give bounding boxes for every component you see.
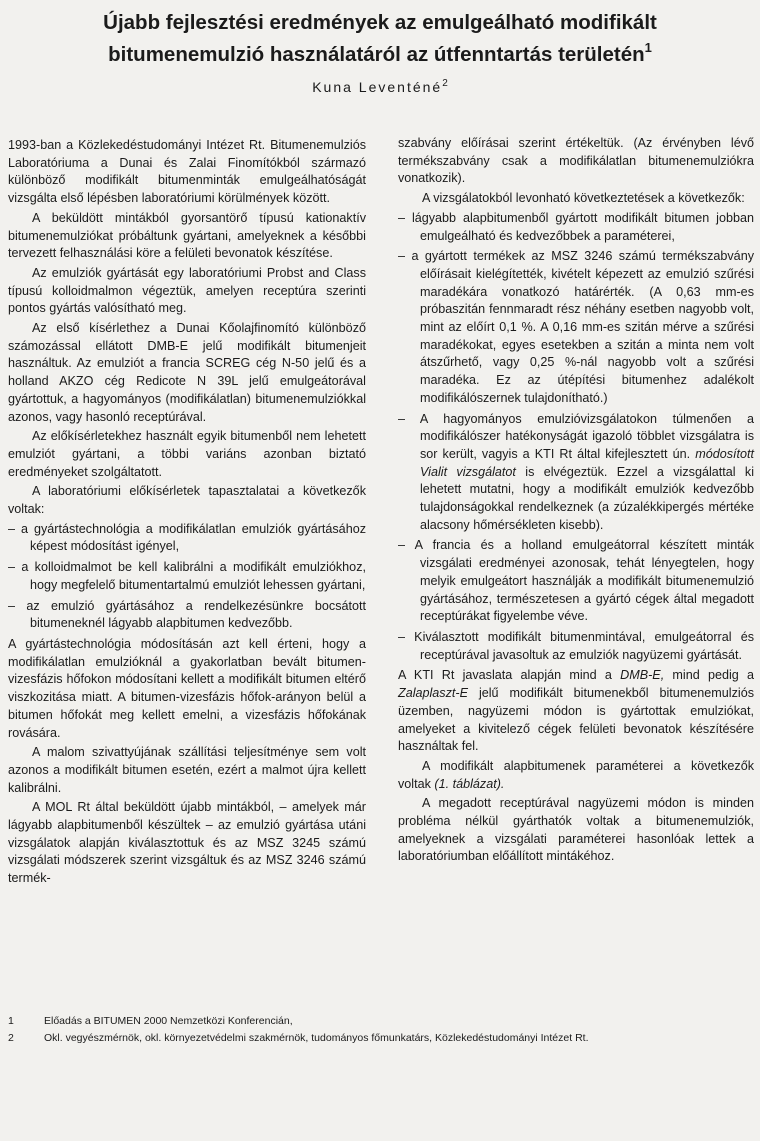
title-line-2-text: bitumenemulzió használatáról az útfenntartás területén (108, 43, 645, 66)
paragraph-text: jelű modifikált bitumenekből bitumenemulziós üzemben, nagyüzemi módon is gyártottak emulziókat, amelyeket a kivitelező cégek felületi bevonatok készítésére használtak fel. (398, 686, 754, 754)
paragraph: A beküldött mintákból gyorsantörő típusú kationaktív bitumenemulziókat próbáltunk gyártani, amelyeknek a későbbi tervezett felhasználási köre a felületi bevonatok készítése. (8, 210, 366, 261)
footnotes (8, 1013, 748, 1047)
footnote-text: Előadás a BITUMEN 2000 Nemzetközi Konferencián, (44, 1015, 293, 1027)
zalaplaszt-term: Zalaplaszt-E (398, 686, 468, 701)
list-item: – a gyártott termékek az MSZ 3246 számú termékszabvány előírásait kielégítették, kivételt képezett az emulzió szűrési maradékára vonatkozó határérték. (A 0,63 mm-es próbaszitán fennmaradt rész néhány esetben nagyobb volt, mint az előírt 0,1 %. A 0,16 mm-es szitán mérve a szűrési maradékokat, egyes esetekben a szitán a minta nem volt átszűrhető, vagy 0,25 %-nál nagyobb volt a szűrési maradéka. Ez az útépítési bitumenhez adalékolt modifikálószernek tulajdonítható.) (398, 249, 754, 405)
left-column (8, 137, 366, 888)
paragraph: Az előkísérletekhez használt egyik bitumenből nem lehetett emulziót gyártani, a többi variáns azonban biztató eredményeket szolgáltatott. (8, 429, 366, 479)
list-item: – az emulzió gyártásához a rendelkezésünkre bocsátott bitumeneknél lágyabb alapbitumen kedvezőbb. (8, 598, 366, 631)
list-item (398, 411, 754, 535)
paragraph (398, 758, 754, 793)
title-line-1: Újabb fejlesztési eredmények az emulgeálható modifikált (103, 11, 657, 34)
title-footnote-ref: 1 (644, 40, 652, 55)
list-item: – a gyártástechnológia a modifikálatlan emulziók gyártásához képest módosítást igényel, (8, 521, 366, 554)
paragraph (398, 667, 754, 756)
paragraph: Az első kísérlethez a Dunai Kőolajfinomító különböző számozással ellátott DMB-E jelű modifikált bitumenjeit használtuk. Az emulziót a francia SCREG cég N-50 jelű és a holland AKZO cég Redicote N 39L jelű emulgeátorával gyártottuk, a hagyományos (modifikálatlan) bitumenemulziókkal azonos, vagy hasonló receptúrával. (8, 321, 366, 424)
paragraph: 1993-ban a Közlekedéstudományi Intézet Rt. Bitumenemulziós Laboratóriuma a Dunai és Zalai Finomítókból származó különböző modifikált bitumenminták emulgeálhatóságát vizsgálta első lépésben laboratóriumi körülmények között. (8, 138, 366, 206)
dmb-e-term: DMB-E, (620, 668, 665, 683)
article-title (0, 10, 760, 67)
paragraph: A malom szivattyújának szállítási teljesítménye sem volt azonos a modifikált bitumen esetén, ezért a malmot újra kellett kalibrálni. (8, 745, 366, 795)
paragraph-text: A modifikált alapbitumenek paraméterei a következők voltak (398, 758, 754, 791)
list-item: – A francia és a holland emulgeátorral készített minták vizsgálati eredményei azonosak, tehát lényegtelen, hogy melyik emulgeátort használják a modifikált bitumenemulzió gyártásához, természetesen a gyártó cégek által megadott receptúrákat figyelembe véve. (398, 538, 754, 624)
list-item: – a kolloidmalmot be kell kalibrálni a modifikált emulziókhoz, hogy megfelelő bitumentartalmú emulziót lehessen gyártani, (8, 560, 366, 592)
footnote (8, 1013, 748, 1030)
footnote-number: 2 (8, 1032, 14, 1044)
title-line-2 (0, 35, 760, 67)
paragraph-text: A KTI Rt javaslata alapján mind a (398, 668, 612, 683)
author (0, 78, 760, 95)
footnote-text: Okl. vegyészmérnök, okl. környezetvédelmi szakmérnök, tudományos főmunkatárs, Közlekedéstudományi Intézet Rt. (44, 1032, 589, 1044)
paragraph: szabvány előírásai szerint értékeltük. (Az érvényben lévő termékszabvány csak a modifikálatlan bitumenemulziókra vonatkozik). (398, 136, 754, 186)
paragraph: A vizsgálatokból levonható következtetések a következők: (422, 191, 745, 206)
paragraph: A laboratóriumi előkísérletek tapasztalatai a következők voltak: (8, 484, 366, 517)
paragraph: A gyártástechnológia módosításán azt kell érteni, hogy a modifikálatlan emulzióknál a gyakorlatban bevált bitumen-vizesfázis hőfokon módosítani kellett a modifikált bitumen eltérő viszkozitása miatt. A bitumen-vizesfázis hőfok-arányon belül a bitumen hőfokát meg kellett emelni, a vizesfázis hőfokának rovására. (8, 636, 366, 740)
paragraph: A MOL Rt által beküldött újabb mintákból, – amelyek már lágyabb alapbitumenből készültek – az emulzió gyártása utáni vizsgálatok alapján kiválasztottuk és az MSZ 3245 számú vizsgálati módszerek szerint vizsgáltuk és az MSZ 3246 számú termék- (8, 800, 366, 886)
paragraph: A megadott receptúrával nagyüzemi módon is minden probléma nélkül gyárthatók voltak a bitumenemulziók, amelyeknek a vizsgálati paraméterei hasonlóak lettek a laboratóriumban előállított mintákéhoz. (398, 796, 754, 864)
list-item-text: – A hagyományos emulzióvizsgálatokon túlmenően a modifikálószer hatékonyságát igazoló többlet vizsgálatra is sor került, vagyis a KTI Rt által kifejlesztett ún. (398, 411, 754, 461)
right-column (398, 135, 754, 868)
list-item: – Kiválasztott modifikált bitumenmintával, emulgeátorral és receptúrával javasoltuk az emulziók nagyüzemi gyártását. (398, 629, 754, 662)
paragraph-text: mind pedig a (672, 668, 754, 683)
footnote-number: 1 (8, 1015, 14, 1027)
author-footnote-ref: 2 (442, 78, 448, 89)
footnote (8, 1030, 748, 1047)
paragraph: Az emulziók gyártását egy laboratóriumi Probst and Class típusú kolloidmalmon végeztük, amelyen receptúra szerinti pontos gyártás valósítható meg. (8, 265, 366, 316)
vialit-test-term: módosított Vialit vizsgálatot (420, 446, 755, 479)
list-item: – lágyabb alapbitumenből gyártott modifikált bitumen jobban emulgeálható és kedvezőbbek a paraméterei, (398, 210, 754, 243)
list-item-text: is elvégeztük. Ezzel a vizsgálattal ki lehetett mutatni, hogy a modifikált emulziók kedvezőbb tulajdonságokkal rendelkeznek (a zúzalékkipergés mértéke alacsony hőmérsékleten kisebb). (420, 464, 755, 532)
author-name: Kuna Leventéné (312, 79, 443, 95)
table-reference: (1. táblázat). (434, 776, 505, 791)
